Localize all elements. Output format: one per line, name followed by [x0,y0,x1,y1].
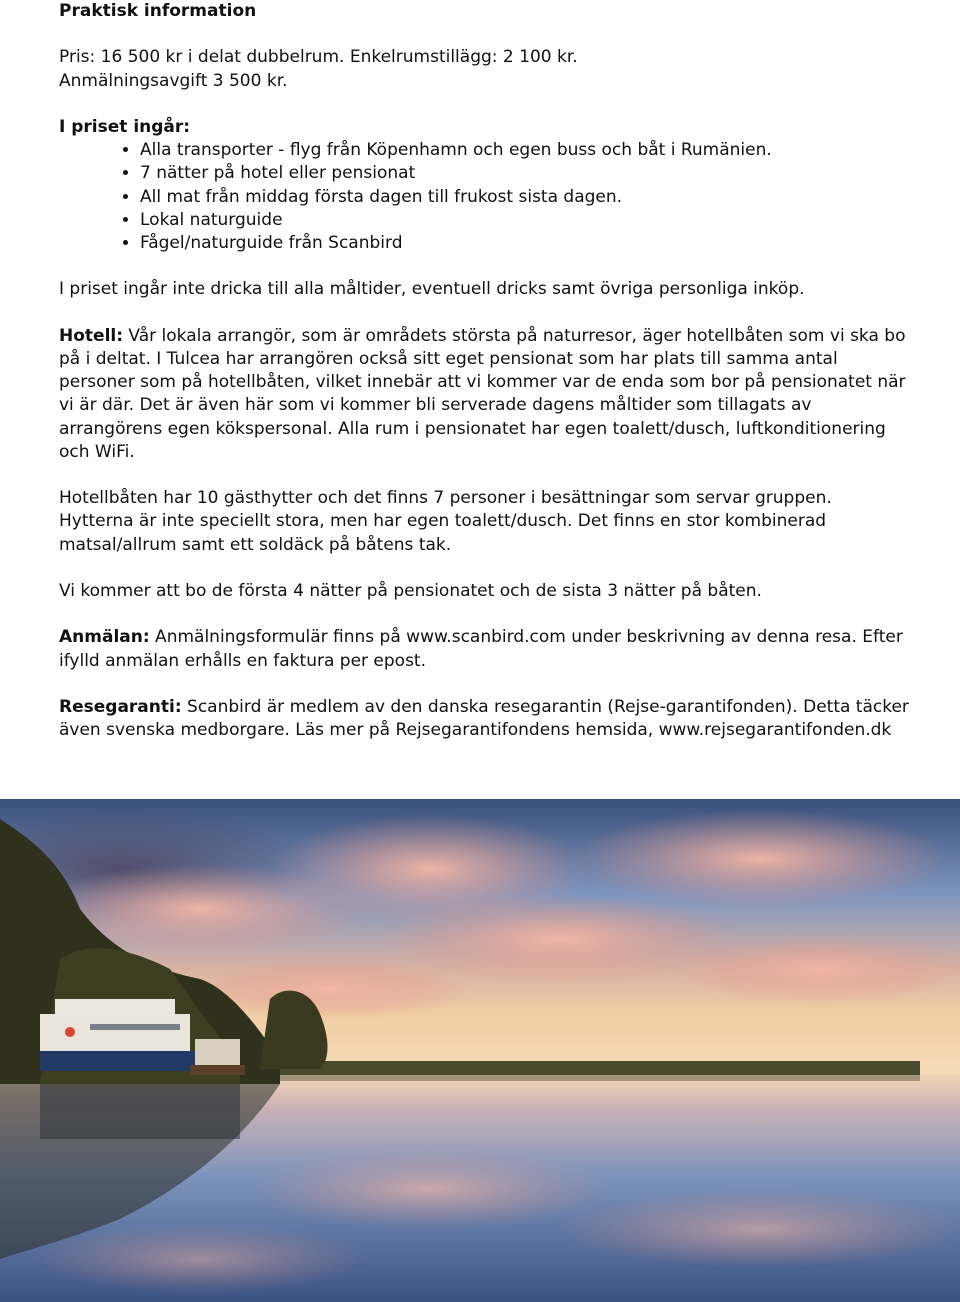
guarantee-paragraph [59,696,909,742]
delta-sunset-houseboat-photo-icon [0,799,960,1302]
registration-text: Anmälningsformulär finns på www.scanbird.com under beskrivning av denna resa. Efter ifylld anmälan erhålls en faktura per epost. [59,627,903,671]
hotel-paragraph [59,325,909,464]
guarantee-text: Scanbird är medlem av den danska resegarantin (Rejse-garantifonden). Detta täcker även svenska medborgare. Läs mer på Rejsegarantifondens hemsida, www.rejsegarantifonden.dk [59,696,909,741]
section-heading: Praktisk information [59,1,257,21]
nights-paragraph: Vi kommer att bo de första 4 nätter på pensionatet och de sista 3 nätter på båten. [59,580,762,601]
list-item: • All mat från middag första dagen till frukost sista dagen. [140,186,909,209]
hotel-text: Vår lokala arrangör, som är områdets största på naturresor, äger hotellbåten som vi ska bo på i deltat. I Tulcea har arrangören också sitt eget pensionat som har plats till samma antal personer som på hotellbåten, vilket innebär att vi kommer var de enda som bor på pensionatet när vi är där. Det är även här som vi kommer bli serverade dagens måltider som tillagats av arrangörens egen kökspersonal. Alla rum i pensionatet har egen toalett/dusch, luftkonditionering och WiFi. [59,325,906,462]
registration-label: Anmälan: [59,627,150,648]
list-item: • 7 nätter på hotel eller pensionat [140,162,909,185]
delta-sunset-photo [0,799,960,1302]
included-list [59,139,909,255]
not-included-paragraph: I priset ingår inte dricka till alla måltider, eventuell dricks samt övriga personliga inköp. [59,279,805,300]
list-item: • Lokal naturguide [140,209,909,232]
price-line-2: Anmälningsavgift 3 500 kr. [59,70,288,91]
price-paragraph [59,46,909,92]
price-line-1: Pris: 16 500 kr i delat dubbelrum. Enkelrumstillägg: 2 100 kr. [59,47,578,68]
guarantee-label: Resegaranti: [59,696,182,717]
list-item: • Alla transporter - flyg från Köpenhamn och egen buss och båt i Rumänien. [140,139,909,162]
hotel-label: Hotell: [59,325,124,346]
boat-paragraph: Hotellbåten har 10 gästhytter och det finns 7 personer i besättningar som servar gruppen. Hytterna är inte speciellt stora, men har egen toalett/dusch. Det finns en stor kombinerad matsal/allrum samt ett soldäck på båtens tak. [59,488,832,555]
included-title: I priset ingår: [59,116,191,137]
document-body [59,0,909,766]
list-item: • Fågel/naturguide från Scanbird [140,232,909,255]
registration-paragraph [59,626,909,672]
